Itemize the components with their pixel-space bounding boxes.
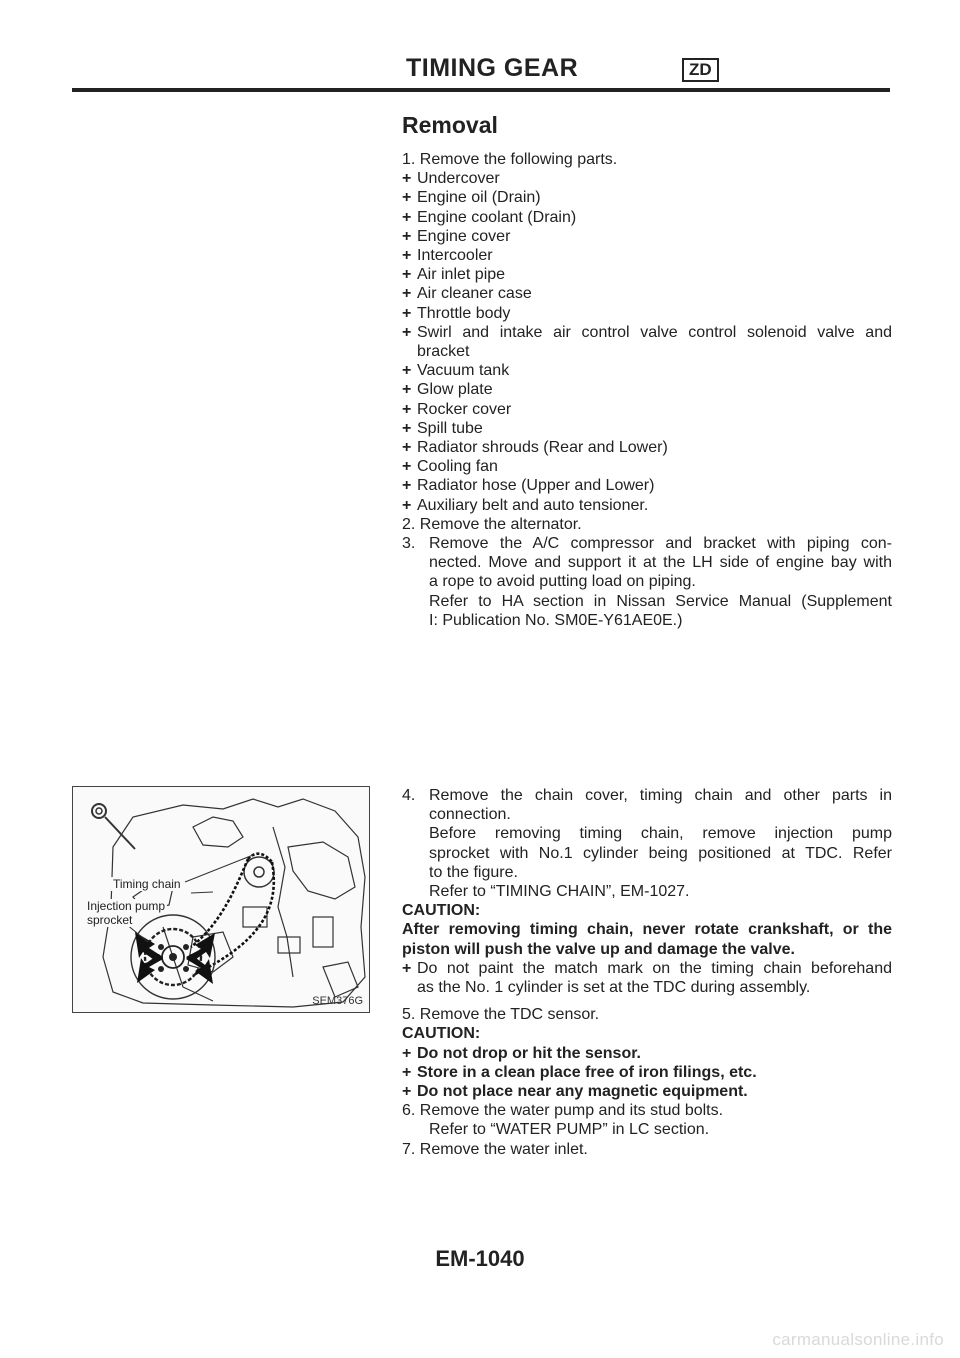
- timing-chain-figure: [72, 786, 370, 1013]
- list-item: + Glow plate: [402, 381, 493, 399]
- list-item: + Do not paint the match mark on the timing chain beforehand: [402, 959, 892, 977]
- page-header: [72, 50, 890, 92]
- step-3-line: a rope to avoid putting load on piping.: [429, 573, 696, 591]
- list-item: + Engine coolant (Drain): [402, 208, 577, 226]
- step-4-line: connection.: [429, 806, 511, 824]
- engine-code-badge: ZD: [682, 58, 719, 82]
- list-item: + Swirl and intake air control valve control solenoid valve and: [402, 323, 892, 341]
- list-item: + Air inlet pipe: [402, 266, 506, 284]
- removal-steps-1-3: [402, 150, 892, 630]
- step-3: 3. Remove the A/C compressor and bracket with piping con-: [402, 535, 892, 553]
- label-sprocket: sprocket: [87, 913, 133, 927]
- step-4-line: sprocket with No.1 cylinder being positioned at TDC. Refer: [429, 844, 892, 862]
- list-item: + Radiator shrouds (Rear and Lower): [402, 439, 668, 457]
- step-2: 2. Remove the alternator.: [402, 515, 582, 533]
- list-item: + Engine oil (Drain): [402, 189, 541, 207]
- step-4: 4. Remove the chain cover, timing chain and other parts in: [402, 787, 892, 804]
- list-item: + Spill tube: [402, 419, 483, 437]
- caution-text: After removing timing chain, never rotate crankshaft, or the: [402, 921, 892, 939]
- page-number: EM-1040: [435, 1246, 525, 1271]
- list-item: + Undercover: [402, 170, 500, 188]
- caution-label: CAUTION:: [402, 902, 481, 920]
- list-item: + Throttle body: [402, 304, 511, 322]
- step-6: 6. Remove the water pump and its stud bolts.: [402, 1102, 724, 1120]
- label-timing-chain: Timing chain: [113, 877, 181, 891]
- step-3-line: nected. Move and support it at the LH side of engine bay with: [429, 554, 892, 572]
- figure-id: SEM376G: [312, 995, 363, 1007]
- step-6-refer: Refer to “WATER PUMP” in LC section.: [429, 1121, 710, 1139]
- list-item: + Radiator hose (Upper and Lower): [402, 477, 655, 495]
- step-4-line: to the figure.: [429, 863, 518, 881]
- list-item: + Vacuum tank: [402, 362, 510, 380]
- caution-item: + Do not place near any magnetic equipment.: [402, 1083, 748, 1101]
- caution-label: CAUTION:: [402, 1025, 481, 1043]
- list-item: + Air cleaner case: [402, 285, 532, 303]
- step-3-line: Refer to HA section in Nissan Service Manual (Supplement: [429, 592, 892, 610]
- step-4-line: Refer to “TIMING CHAIN”, EM-1027.: [429, 883, 690, 901]
- caution-text: piston will push the valve up and damage the valve.: [402, 940, 795, 958]
- spacer: [402, 997, 892, 1005]
- list-item-continuation: bracket: [417, 343, 470, 361]
- step-1: 1. Remove the following parts.: [402, 151, 618, 168]
- list-item-continuation: as the No. 1 cylinder is set at the TDC during assembly.: [417, 979, 811, 997]
- section-title: Removal: [402, 112, 498, 138]
- watermark: carmanualsonline.info: [772, 1330, 944, 1349]
- list-item: + Cooling fan: [402, 458, 498, 476]
- list-item: + Auxiliary belt and auto tensioner.: [402, 496, 649, 514]
- list-item: + Intercooler: [402, 247, 493, 265]
- list-item: + Engine cover: [402, 227, 511, 245]
- step-5: 5. Remove the TDC sensor.: [402, 1006, 600, 1024]
- label-injection-pump: Injection pump: [87, 899, 166, 913]
- header-title: TIMING GEAR: [406, 54, 579, 82]
- caution-item: + Do not drop or hit the sensor.: [402, 1044, 641, 1062]
- list-item: + Rocker cover: [402, 400, 512, 418]
- removal-steps-4-7: [402, 786, 892, 1159]
- step-7: 7. Remove the water inlet.: [402, 1140, 588, 1158]
- caution-item: + Store in a clean place free of iron filings, etc.: [402, 1063, 757, 1081]
- step-4-line: Before removing timing chain, remove injection pump: [429, 825, 892, 843]
- step-3-line: I: Publication No. SM0E-Y61AE0E.): [429, 611, 683, 629]
